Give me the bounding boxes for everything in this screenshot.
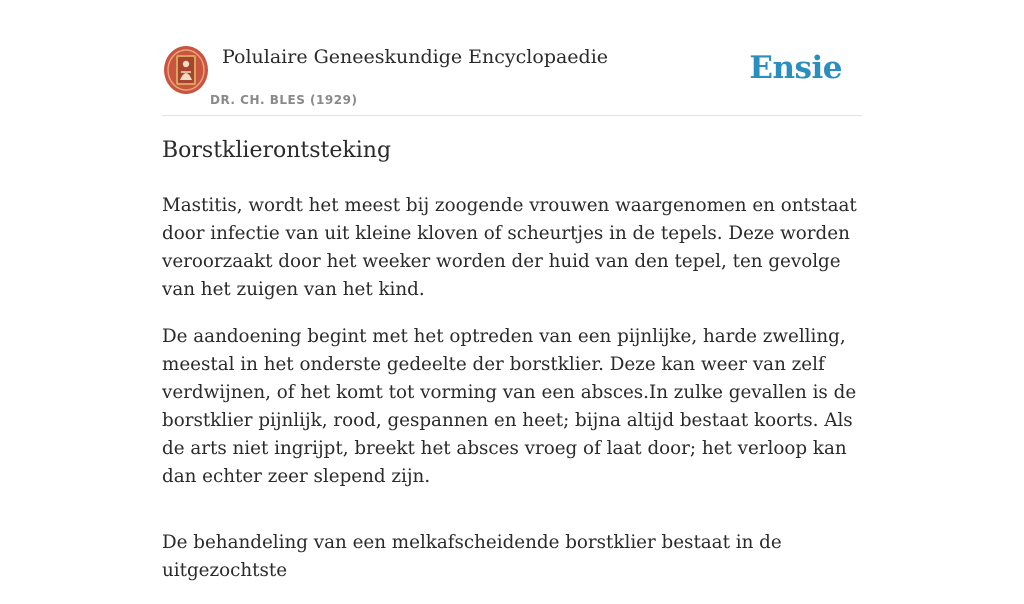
article-paragraph: De aandoening begint met het optreden van een pijnlijke, harde zwelling, meestal in het onderste gedeelte der borstklier. Deze kan weer van zelf verdwijnen, of het komt tot vorming van een absces.In zulke gevallen is de borstklier pijnlijk, rood, gespannen en heet; bijna altijd bestaat koorts. Als de arts niet ingrijpt, breekt het absces vroeg of laat door; het verloop kan dan echter zeer slepend zijn. [162,326,857,487]
article-body [162,192,867,604]
article-paragraph: Mastitis, wordt het meest bij zoogende vrouwen waargenomen en ontstaat door infectie van uit kleine kloven of scheurtjes in de tepels. Deze worden veroorzaakt door het weeker worden der huid van den tepel, ten gevolge van het zuigen van het kind. [162,195,857,300]
article-paragraph: De behandeling van een melkafscheidende borstklier bestaat in de uitgezochtste [162,532,782,581]
book-title[interactable]: Polulaire Geneeskundige Encyclopaedie [222,46,609,68]
ensie-logo-link[interactable]: Ensie [749,50,842,86]
seal-graphic [164,46,208,94]
encyclopedia-seal-icon[interactable] [164,46,208,94]
article-title: Borstklierontsteking [162,138,392,163]
source-header [162,40,862,116]
book-author: DR. CH. BLES (1929) [210,93,358,107]
